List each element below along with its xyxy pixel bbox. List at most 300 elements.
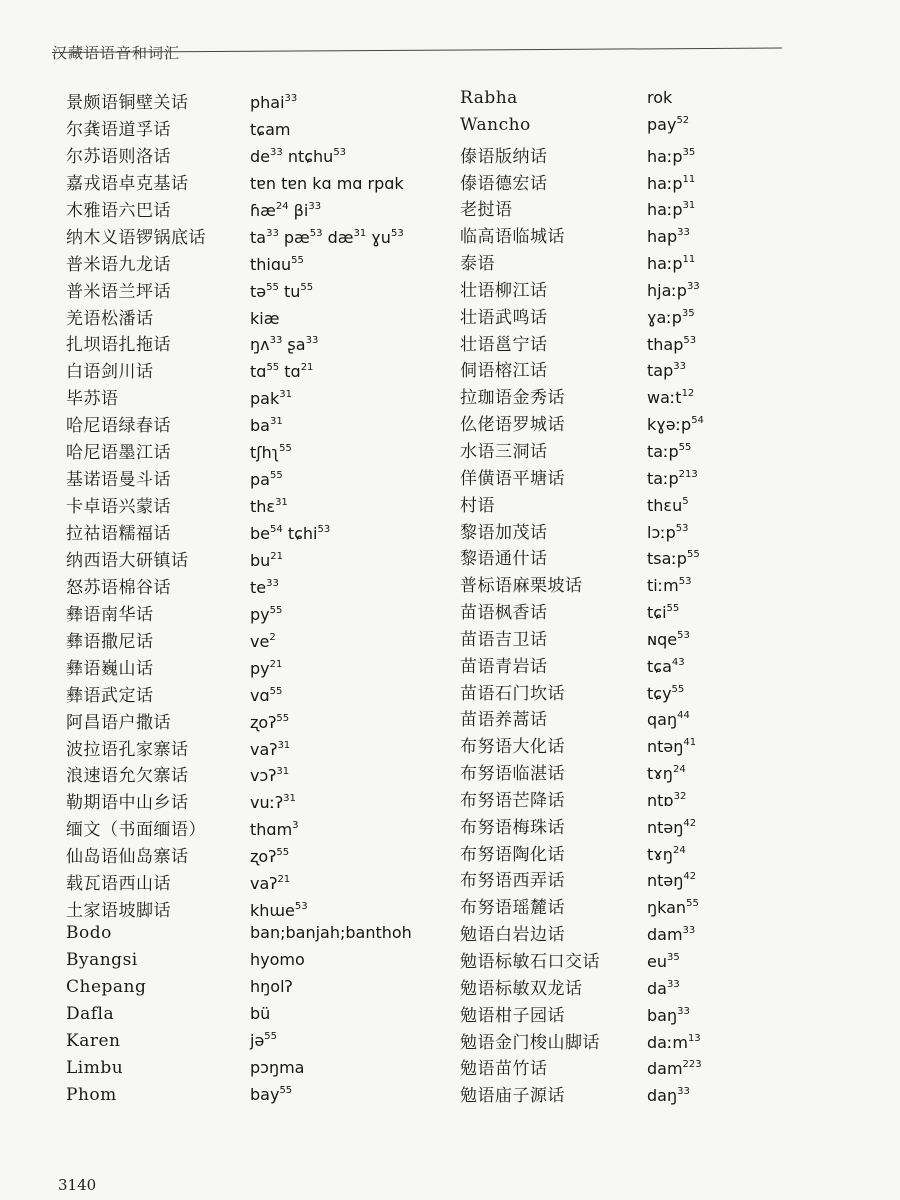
- tone-mark: 33: [266, 577, 279, 589]
- language-name: 勒期语中山乡话: [66, 793, 189, 814]
- language-name: 侗语榕江话: [460, 361, 548, 382]
- entry-row: [460, 249, 704, 276]
- tone-mark: 42: [683, 871, 697, 883]
- language-name: 泰语: [460, 254, 495, 275]
- entry-row: [460, 840, 704, 867]
- entry-row: [66, 896, 412, 923]
- word-form: [250, 950, 305, 969]
- word-form: [250, 740, 290, 759]
- tone-mark: 55: [671, 683, 685, 695]
- entry-row: [66, 627, 412, 654]
- entry-row: [66, 842, 412, 869]
- language-name: 布努语梅珠话: [460, 817, 565, 838]
- entry-row: [66, 1031, 412, 1058]
- tone-mark: 35: [682, 146, 696, 158]
- syllable: vaʔ: [250, 874, 278, 894]
- syllable: ntəŋ: [647, 871, 684, 891]
- word-form: [250, 923, 412, 942]
- entry-row: [460, 383, 704, 410]
- language-name: 拉祜语糯福话: [66, 524, 171, 544]
- entry-row: [460, 356, 704, 383]
- entry-row: [460, 410, 704, 437]
- language-name: 拉珈语金秀话: [460, 388, 565, 409]
- syllable: ta: [250, 227, 267, 247]
- entry-row: [66, 600, 412, 627]
- entry-row: [66, 357, 412, 384]
- tone-mark: 53: [317, 524, 331, 535]
- tone-mark: 33: [308, 200, 322, 212]
- syllable: da: [647, 978, 667, 998]
- word-form: [647, 657, 685, 676]
- language-name: 纳木义语锣锅底话: [66, 227, 206, 248]
- language-name: 苗语吉卫话: [460, 629, 548, 650]
- word-form: [250, 524, 330, 543]
- word-form: [647, 576, 691, 595]
- tone-mark: 55: [264, 1030, 278, 1042]
- syllable: tsaːp: [647, 549, 687, 569]
- syllable: khɯe: [250, 901, 295, 921]
- syllable: qaŋ: [647, 710, 678, 730]
- word-form: [250, 120, 290, 139]
- syllable: bü: [250, 1003, 271, 1023]
- syllable: daŋ: [647, 1086, 678, 1106]
- word-form: [250, 793, 296, 812]
- syllable: ba: [250, 416, 270, 436]
- tone-mark: 21: [300, 362, 314, 374]
- syllable: tɕhi: [282, 524, 318, 543]
- language-name: 壮语邕宁话: [460, 334, 548, 355]
- tone-mark: 33: [269, 335, 283, 347]
- word-form: [647, 549, 700, 568]
- syllable: tɕam: [250, 119, 291, 139]
- word-form: [647, 415, 704, 434]
- entry-row: [460, 115, 704, 142]
- word-form: [250, 1004, 270, 1023]
- left-column: [66, 88, 412, 1112]
- language-name: Karen: [66, 1030, 121, 1051]
- tone-mark: 33: [270, 146, 283, 158]
- word-form: [647, 442, 691, 461]
- syllable: waːt: [647, 388, 682, 408]
- entry-row: [66, 492, 412, 519]
- language-name: 勉语柑子园话: [460, 1005, 565, 1026]
- language-name: Phom: [66, 1084, 117, 1105]
- syllable: ntɕhu: [282, 146, 334, 166]
- word-form: [647, 469, 698, 488]
- language-name: 彝语巍山话: [66, 658, 154, 679]
- word-form: [647, 845, 686, 864]
- language-name: 仙岛语仙岛寨话: [66, 847, 189, 868]
- language-name: 傣语版纳话: [460, 146, 548, 167]
- tone-mark: 55: [686, 549, 700, 561]
- entry-row: [460, 437, 704, 464]
- tone-mark: 55: [666, 603, 680, 615]
- entry-row: [460, 974, 704, 1001]
- entry-row: [66, 304, 412, 331]
- entry-row: [460, 1081, 704, 1108]
- tone-mark: 13: [687, 1032, 701, 1044]
- language-name: 苗语青岩话: [460, 656, 548, 677]
- entry-row: [460, 88, 704, 115]
- tone-mark: 33: [284, 93, 298, 104]
- entry-row: [460, 1028, 704, 1055]
- syllable: vuːʔ: [250, 793, 284, 813]
- entry-row: [66, 1004, 412, 1031]
- word-form: [250, 659, 282, 678]
- syllable: ŋʌ: [250, 335, 270, 355]
- entry-row: [66, 735, 412, 762]
- syllable: tɕi: [647, 603, 667, 623]
- word-form: [250, 147, 346, 166]
- entry-row: [66, 1058, 412, 1085]
- syllable: dæ: [322, 227, 354, 247]
- language-name: 水语三洞话: [460, 441, 548, 462]
- word-form: [250, 977, 293, 996]
- entry-row: [460, 276, 704, 303]
- syllable: te: [250, 577, 267, 597]
- syllable: ntəŋ: [647, 817, 684, 837]
- word-form: [250, 497, 288, 516]
- word-form: [250, 93, 297, 112]
- syllable: hap: [647, 227, 678, 247]
- word-form: [250, 551, 283, 570]
- entry-row: [66, 142, 412, 169]
- tone-mark: 55: [276, 847, 290, 859]
- right-column: [460, 88, 704, 1108]
- language-name: 壮语武鸣话: [460, 307, 548, 328]
- entry-row: [460, 679, 704, 706]
- syllable: pay: [647, 114, 677, 134]
- language-name: 景颇语铜壁关话: [66, 93, 189, 113]
- syllable: tɕa: [647, 656, 672, 676]
- language-name: 临高语临城话: [460, 227, 565, 248]
- tone-mark: 33: [686, 280, 700, 292]
- entry-row: [66, 977, 412, 1004]
- tone-mark: 33: [677, 227, 690, 239]
- syllable: taːp: [647, 441, 679, 461]
- entry-row: [460, 947, 704, 974]
- tone-mark: 21: [270, 550, 284, 562]
- tone-mark: 55: [269, 470, 283, 482]
- entry-row: [66, 681, 412, 708]
- tone-mark: 31: [275, 497, 288, 509]
- language-name: 嘉戎语卓克基话: [66, 173, 189, 194]
- word-form: [250, 1058, 304, 1077]
- language-name: Bodo: [66, 923, 112, 944]
- syllable: tap: [647, 361, 674, 381]
- word-form: [647, 710, 690, 729]
- tone-mark: 33: [677, 1005, 690, 1017]
- word-form: [250, 389, 292, 408]
- tone-mark: 43: [671, 656, 685, 668]
- syllable: py: [250, 658, 270, 678]
- syllable: ban;banjah;banthoh: [250, 923, 412, 943]
- entry-row: [66, 761, 412, 788]
- language-name: 尔苏语则洛话: [66, 146, 171, 167]
- syllable: phai: [250, 93, 285, 112]
- language-name: 哈尼语墨江话: [66, 443, 171, 464]
- word-form: [250, 228, 404, 247]
- word-form: [250, 443, 292, 462]
- entry-row: [460, 222, 704, 249]
- syllable: ɣaːp: [647, 307, 682, 327]
- syllable: βi: [288, 200, 309, 220]
- syllable: tɐn tɐn kɑ mɑ rpɑk: [250, 173, 404, 193]
- tone-mark: 55: [686, 898, 699, 910]
- tone-mark: 53: [675, 522, 689, 534]
- entry-row: [66, 815, 412, 842]
- language-name: 老挝语: [460, 200, 513, 221]
- tone-mark: 223: [682, 1059, 702, 1071]
- word-form: [647, 684, 684, 703]
- entry-row: [66, 169, 412, 196]
- entry-row: [460, 598, 704, 625]
- entry-row: [460, 759, 704, 786]
- syllable: taːp: [647, 468, 679, 488]
- entry-row: [460, 893, 704, 920]
- tone-mark: 53: [294, 901, 308, 913]
- word-form: [647, 335, 696, 354]
- word-form: [250, 713, 289, 732]
- language-name: 尔龚语道孚话: [66, 119, 171, 140]
- tone-mark: 213: [678, 468, 698, 480]
- syllable: haːp: [647, 146, 683, 166]
- word-form: [250, 632, 276, 651]
- word-form: [647, 523, 689, 542]
- syllable: ʂa: [282, 335, 306, 355]
- syllable: hjaːp: [647, 280, 687, 300]
- syllable: daːm: [647, 1032, 688, 1052]
- language-name: 哈尼语绿春话: [66, 416, 171, 437]
- word-form: [647, 88, 672, 107]
- language-name: 布努语西弄话: [460, 871, 565, 892]
- entry-row: [460, 518, 704, 545]
- entry-row: [66, 573, 412, 600]
- word-form: [647, 630, 690, 649]
- tone-mark: 31: [353, 227, 367, 239]
- tone-mark: 35: [666, 952, 680, 963]
- language-name: 彝语撒尼话: [66, 631, 154, 652]
- syllable: bay: [250, 1084, 280, 1104]
- tone-mark: 54: [691, 415, 704, 427]
- language-name: 苗语枫香话: [460, 603, 548, 624]
- language-name: Rabha: [460, 88, 518, 108]
- word-form: [647, 818, 696, 837]
- entry-row: [460, 786, 704, 813]
- syllable: hyomo: [250, 950, 305, 969]
- entry-row: [460, 920, 704, 947]
- syllable: vɔʔ: [250, 766, 277, 786]
- word-form: [647, 496, 689, 515]
- syllable: tɑ: [250, 362, 267, 382]
- entry-row: [460, 652, 704, 679]
- syllable: tu: [278, 281, 301, 301]
- word-form: [250, 686, 282, 705]
- language-name: 普米语九龙话: [66, 254, 171, 275]
- word-form: [647, 898, 699, 917]
- syllable: tʃhʅ: [250, 443, 280, 463]
- entry-row: [460, 169, 704, 196]
- entry-row: [66, 223, 412, 250]
- syllable: tɤŋ: [647, 764, 673, 784]
- syllable: vaʔ: [250, 739, 278, 759]
- syllable: thɛ: [250, 497, 276, 517]
- tone-mark: 55: [300, 281, 314, 293]
- language-name: 羌语松潘话: [66, 308, 154, 329]
- entry-row: [66, 196, 412, 223]
- entry-row: [66, 869, 412, 896]
- word-form: [250, 766, 289, 785]
- tone-mark: 31: [276, 766, 290, 778]
- entry-row: [66, 788, 412, 815]
- word-form: [250, 901, 308, 920]
- syllable: bu: [250, 550, 271, 570]
- word-form: [250, 1085, 292, 1104]
- language-name: 普标语麻栗坡话: [460, 576, 583, 597]
- tone-mark: 55: [276, 712, 290, 724]
- language-name: 苗语石门坎话: [460, 683, 565, 704]
- word-form: [647, 174, 695, 193]
- entry-row: [66, 546, 412, 573]
- word-form: [250, 820, 299, 839]
- tone-mark: 41: [683, 737, 697, 749]
- entry-row: [460, 330, 704, 357]
- syllable: tɑ: [279, 362, 301, 382]
- syllable: ʐoʔ: [250, 712, 277, 732]
- word-form: [250, 470, 283, 489]
- tone-mark: 54: [270, 524, 283, 535]
- tone-mark: 55: [266, 362, 280, 374]
- page-number: 3140: [58, 1176, 97, 1194]
- tone-mark: 33: [266, 227, 279, 239]
- word-form: [647, 1033, 701, 1052]
- tone-mark: 24: [672, 844, 686, 856]
- word-form: [647, 227, 690, 246]
- syllable: thɑm: [250, 820, 293, 840]
- syllable: tɤŋ: [647, 844, 673, 864]
- word-form: [250, 282, 313, 301]
- syllable: tiːm: [647, 576, 679, 596]
- language-name: Limbu: [66, 1057, 124, 1078]
- tone-mark: 21: [277, 874, 291, 886]
- entry-row: [66, 1085, 412, 1112]
- word-form: [647, 254, 695, 273]
- tone-mark: 53: [677, 629, 690, 641]
- language-name: 毕苏语: [66, 389, 119, 410]
- tone-mark: 55: [269, 685, 283, 697]
- tone-mark: 12: [681, 388, 695, 400]
- tone-mark: 33: [305, 335, 319, 347]
- tone-mark: 31: [277, 739, 291, 751]
- language-name: 浪速语允欠寨话: [66, 766, 189, 787]
- language-name: 卡卓语兴蒙话: [66, 497, 171, 518]
- entry-row: [66, 411, 412, 438]
- language-name: 普米语兰坪话: [66, 281, 171, 302]
- syllable: ŋkan: [647, 898, 687, 918]
- language-name: 彝语南华话: [66, 604, 154, 625]
- word-form: [647, 1006, 690, 1025]
- syllable: haːp: [647, 200, 683, 220]
- running-title: 汉藏语语音和词汇: [52, 44, 181, 62]
- tone-mark: 11: [682, 173, 696, 185]
- language-name: 勉语标敏石口交话: [460, 952, 600, 972]
- tone-mark: 53: [309, 227, 323, 239]
- tone-mark: 55: [291, 254, 304, 266]
- syllable: pæ: [278, 227, 310, 247]
- language-name: 勉语庙子源话: [460, 1086, 565, 1107]
- language-name: Byangsi: [66, 950, 138, 970]
- language-name: 黎语加茂话: [460, 522, 548, 543]
- syllable: baŋ: [647, 1005, 678, 1025]
- language-name: 布努语大化话: [460, 737, 565, 758]
- word-form: [250, 201, 321, 220]
- entry-row: [460, 1054, 704, 1081]
- syllable: pɔŋma: [250, 1057, 305, 1077]
- syllable: pak: [250, 389, 280, 409]
- tone-mark: 44: [677, 710, 690, 722]
- syllable: tə: [250, 281, 267, 301]
- word-form: [647, 791, 686, 810]
- word-form: [647, 115, 689, 134]
- tone-mark: 2: [269, 631, 276, 643]
- tone-mark: 24: [275, 200, 289, 212]
- language-name: Chepang: [66, 976, 147, 997]
- tone-mark: 31: [279, 389, 292, 401]
- word-form: [647, 388, 694, 407]
- entry-row: [460, 813, 704, 840]
- entry-row: [460, 464, 704, 491]
- word-form: [647, 361, 686, 380]
- word-form: [647, 1086, 690, 1105]
- entry-row: [460, 866, 704, 893]
- language-name: 载瓦语西山话: [66, 874, 171, 895]
- entry-row: [66, 277, 412, 304]
- syllable: thɛu: [647, 495, 683, 515]
- word-form: [647, 603, 679, 622]
- entry-row: [66, 519, 412, 546]
- entry-row: [66, 330, 412, 357]
- language-name: 勉语金门梭山脚话: [460, 1032, 600, 1053]
- language-name: 纳西语大研镇话: [66, 550, 189, 571]
- language-name: 勉语标敏双龙话: [460, 978, 583, 999]
- word-form: [250, 335, 318, 354]
- entry-row: [460, 625, 704, 652]
- word-form: [250, 309, 279, 328]
- syllable: haːp: [647, 173, 683, 193]
- syllable: dam: [647, 1059, 683, 1079]
- tone-mark: 53: [683, 334, 697, 346]
- tone-mark: 32: [673, 790, 687, 802]
- syllable: kiæ: [250, 308, 280, 328]
- syllable: haːp: [647, 254, 683, 274]
- word-form: [250, 874, 290, 893]
- language-name: 黎语通什话: [460, 549, 548, 570]
- word-form: [647, 979, 680, 998]
- tone-mark: 5: [682, 495, 689, 507]
- syllable: de: [250, 146, 270, 166]
- language-name: Dafla: [66, 1003, 115, 1024]
- entry-row: [460, 571, 704, 598]
- language-name: 土家语坡脚话: [66, 901, 171, 922]
- tone-mark: 55: [678, 441, 692, 453]
- syllable: pa: [250, 470, 270, 490]
- syllable: rok: [647, 88, 673, 107]
- entry-row: [66, 115, 412, 142]
- language-name: 布努语瑶麓话: [460, 898, 565, 919]
- language-name: 布努语芒降话: [460, 790, 565, 811]
- tone-mark: 33: [673, 361, 686, 373]
- entry-row: [460, 195, 704, 222]
